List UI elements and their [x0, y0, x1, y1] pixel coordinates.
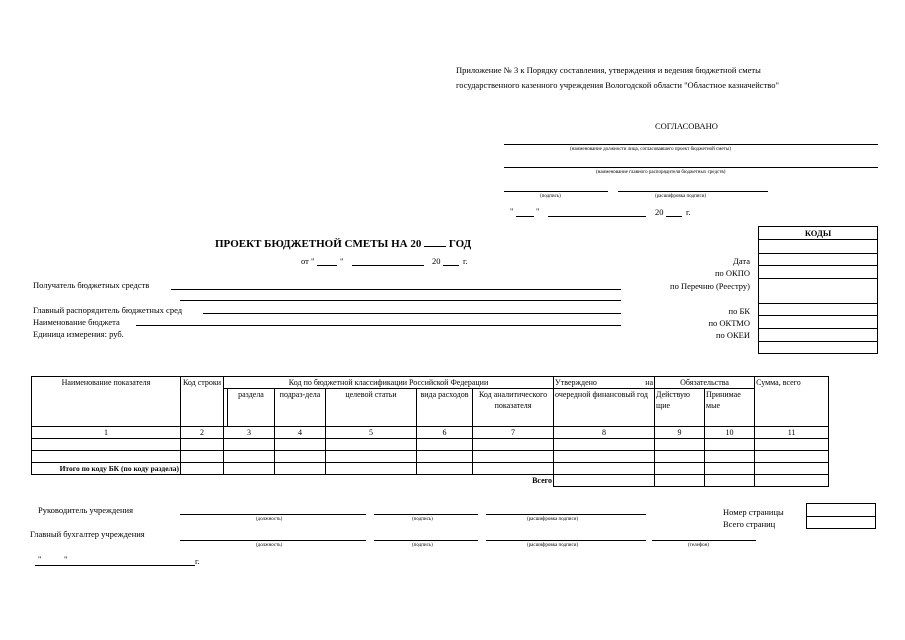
approval-month-line[interactable] [548, 216, 646, 217]
head-decoding-line[interactable] [486, 514, 646, 515]
approval-date-quote-open: " [510, 206, 514, 216]
from-year-prefix: 20 [432, 256, 441, 266]
from-quote: " [340, 256, 344, 266]
footer-accountant-label: Главный бухгалтер учреждения [30, 529, 145, 539]
col-target-header: целевой статьи [326, 389, 417, 427]
page-title [215, 238, 471, 250]
approval-signature-caption: (подпись) [540, 194, 561, 199]
col-number: 4 [275, 427, 326, 439]
approval-date-quote-close: " [536, 206, 540, 216]
total-label: Всего [32, 475, 554, 487]
accountant-signature-caption: (подпись) [412, 543, 433, 548]
footer-year-suffix: г. [195, 556, 200, 566]
accountant-decoding-caption: (расшифровка подписи) [527, 543, 579, 548]
col-number: 9 [655, 427, 705, 439]
from-year-line[interactable] [443, 265, 459, 266]
col-name-header: Наименование показателя [32, 377, 181, 427]
from-year-suffix: г. [463, 256, 468, 266]
approval-position-line[interactable] [504, 144, 878, 145]
total-pages-cell[interactable] [807, 517, 875, 529]
field-manager-line[interactable] [203, 313, 621, 314]
accountant-position-line[interactable] [180, 540, 366, 541]
code-oktmo-label: по ОКТМО [708, 318, 750, 328]
title-year-line[interactable] [424, 246, 446, 247]
budget-table [31, 376, 829, 487]
from-month-line[interactable] [352, 265, 424, 266]
code-okei-label: по ОКЕИ [715, 330, 750, 340]
column-number-row [32, 427, 829, 439]
appendix-line-2: государственного казенного учреждения Вологодской области "Областное казначейство" [456, 80, 779, 90]
title-suffix: ГОД [448, 238, 472, 250]
code-bk-cell[interactable] [759, 303, 877, 315]
col-number: 1 [32, 427, 181, 439]
code-okpo-cell[interactable] [759, 265, 877, 278]
col-section-header: раздела [228, 389, 275, 427]
total-pages-label: Всего страниц [723, 519, 776, 529]
accountant-position-caption: (должность) [256, 543, 283, 548]
field-manager-label: Главный распорядитель бюджетных сред [33, 305, 183, 315]
subtotal-row[interactable] [32, 463, 829, 475]
footer-date-open: " [38, 554, 42, 564]
col-approved-b: на [645, 378, 654, 387]
field-extra-line[interactable] [180, 300, 621, 301]
col-active-header: Действую щие [655, 389, 705, 427]
appendix-line-1: Приложение № 3 к Порядку составления, утверждения и ведения бюджетной сметы [456, 65, 761, 75]
col-number: 8 [554, 427, 655, 439]
head-signature-line[interactable] [374, 514, 478, 515]
col-accepted-header: Принимае мые [705, 389, 755, 427]
col-code-header: Код строки [181, 377, 224, 427]
head-decoding-caption: (расшифровка подписи) [527, 517, 579, 522]
table-row[interactable] [32, 451, 829, 463]
code-bk-label: по БК [728, 306, 750, 316]
approval-decoding-caption: (расшифровка подписи) [655, 194, 707, 199]
approval-position-caption: (наименование должности лица, согласовавшего проект бюджетной сметы) [570, 147, 731, 152]
field-recipient-line[interactable] [171, 289, 621, 290]
code-date-label: Дата [733, 256, 750, 266]
approval-year-prefix: 20 [655, 207, 664, 217]
col-expense-header: вида расходов [417, 389, 473, 427]
codes-header: КОДЫ [804, 228, 832, 238]
col-number: 5 [326, 427, 417, 439]
code-okei-cell[interactable] [759, 328, 877, 341]
footer-date-line[interactable] [35, 565, 195, 566]
code-date-cell[interactable] [759, 253, 877, 265]
col-bk-group-header: Код по бюджетной классификации Российской Федерации [224, 377, 554, 389]
from-day-line[interactable] [317, 265, 337, 266]
accountant-signature-line[interactable] [374, 540, 478, 541]
page-number-cell[interactable] [807, 504, 875, 516]
title-prefix: ПРОЕКТ БЮДЖЕТНОЙ СМЕТЫ НА 20 [215, 238, 422, 250]
accountant-phone-caption: (телефон) [688, 543, 709, 548]
table-row[interactable] [32, 439, 829, 451]
approval-manager-line[interactable] [504, 167, 878, 168]
accountant-phone-line[interactable] [652, 540, 756, 541]
field-budget-line[interactable] [136, 325, 621, 326]
approval-day-line[interactable] [516, 216, 534, 217]
approval-year-line[interactable] [666, 216, 682, 217]
approval-year-suffix: г. [686, 207, 691, 217]
code-registry-label: по Перечню (Реестру) [670, 281, 750, 291]
col-number: 3 [224, 427, 275, 439]
code-okpo-label: по ОКПО [714, 268, 750, 278]
accountant-decoding-line[interactable] [486, 540, 646, 541]
head-signature-caption: (подпись) [412, 517, 433, 522]
head-position-line[interactable] [180, 514, 366, 515]
from-prefix: от " [301, 256, 315, 266]
col-number: 2 [181, 427, 224, 439]
approval-title: СОГЛАСОВАНО [655, 121, 718, 131]
col-number: 7 [473, 427, 554, 439]
field-recipient-label: Получатель бюджетных средств [33, 280, 150, 290]
col-number: 10 [705, 427, 755, 439]
col-analytic-header: Код аналитического показателя [473, 389, 554, 427]
col-approved-header-top [554, 377, 655, 389]
col-subsection-header: подраз-дела [275, 389, 326, 427]
subtotal-label: Итого по коду БК (по коду раздела) [32, 463, 181, 475]
col-approved-a: Утверждено [555, 378, 597, 387]
col-number: 6 [417, 427, 473, 439]
col-number: 11 [755, 427, 829, 439]
approval-manager-caption: (наименование главного распорядителя бюджетных средств) [596, 170, 726, 175]
footer-head-label: Руководитель учреждения [38, 505, 134, 515]
field-budget-label: Наименование бюджета [33, 317, 120, 327]
col-approved-header: очередной финансовый год [554, 389, 655, 427]
field-unit-label: Единица измерения: руб. [33, 329, 124, 339]
footer-date-close: " [64, 554, 68, 564]
col-obligations-header: Обязательства [655, 377, 755, 389]
head-position-caption: (должность) [256, 517, 283, 522]
code-registry-cell[interactable] [759, 278, 877, 303]
approval-signature-line[interactable] [504, 191, 608, 192]
code-oktmo-cell[interactable] [759, 315, 877, 328]
page-number-box [806, 503, 876, 529]
col-sum-header: Сумма, всего [755, 377, 829, 427]
page-number-label: Номер страницы [723, 507, 784, 517]
total-row[interactable] [32, 475, 829, 487]
approval-decoding-line[interactable] [618, 191, 768, 192]
codes-box [758, 226, 878, 354]
